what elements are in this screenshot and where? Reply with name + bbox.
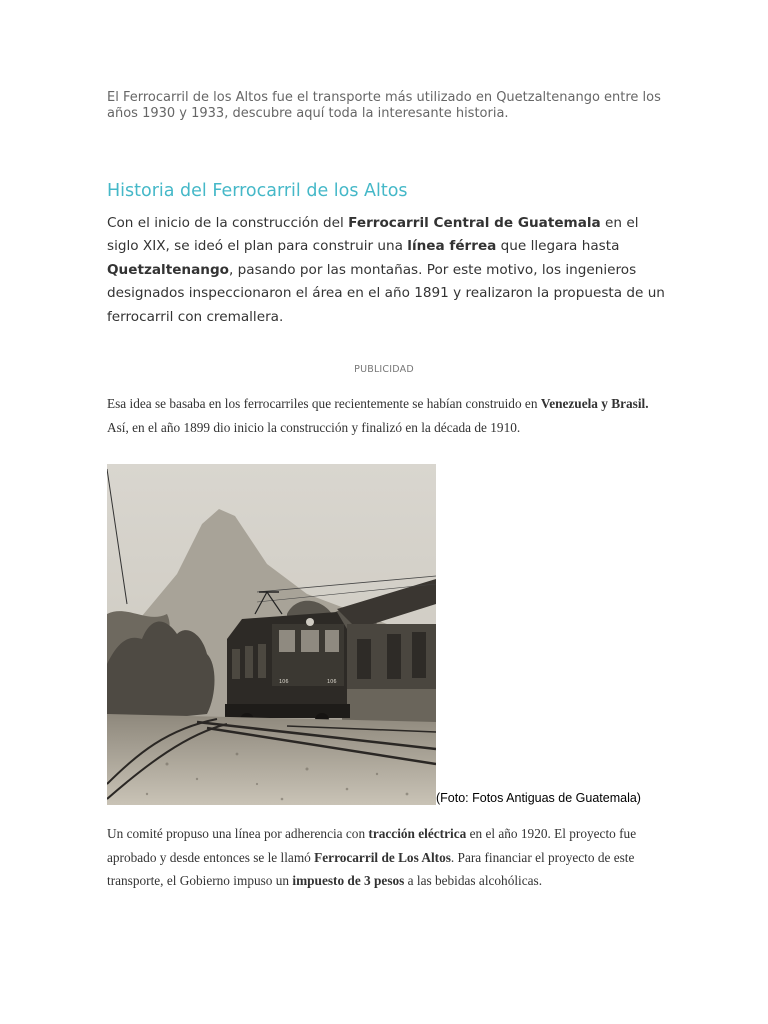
- p2-bold-1: tracción eléctrica: [368, 826, 467, 841]
- p1-text-2: Así, en el año 1899 dio inicio la construcción y finalizó en la década de 1910.: [107, 419, 521, 435]
- advertising-label: PUBLICIDAD: [354, 364, 414, 375]
- p2-bold-2: Ferrocarril de Los Altos: [314, 849, 451, 865]
- lead-text-2: en el siglo XIX, se ideó el plan para construir una: [107, 215, 639, 255]
- lead-bold-1: Ferrocarril Central de Guatemala: [348, 215, 601, 231]
- historic-train-photo: [107, 464, 436, 805]
- car-number-left: 106: [279, 679, 289, 685]
- p2-text-3: . Para financiar el proyecto de este transporte, el Gobierno impuso un: [107, 849, 635, 888]
- electric-train-car: [225, 612, 350, 727]
- lead-bold-3: Quetzaltenango: [107, 261, 230, 278]
- car-number-right: 106: [327, 679, 337, 685]
- paragraph-traccion-electrica: [107, 822, 667, 893]
- p1-bold-1: Venezuela y Brasil.: [540, 396, 649, 411]
- p2-text-1: Un comité propuso una línea por adherencia con: [107, 826, 369, 841]
- article-intro: El Ferrocarril de los Altos fue el transporte más utilizado en Quetzaltenango entre los años 1930 y 1933, descubre aquí toda la interesante historia.: [107, 90, 661, 121]
- lead-text-3: que llegara hasta: [496, 238, 620, 255]
- lead-paragraph: [107, 212, 667, 329]
- paragraph-venezuela-brasil: [107, 392, 667, 439]
- p2-text-4: a las bebidas alcohólicas.: [404, 873, 543, 888]
- photo-caption: (Foto: Fotos Antiguas de Guatemala): [436, 791, 641, 805]
- lead-bold-2: línea férrea: [407, 238, 497, 255]
- section-heading: Historia del Ferrocarril de los Altos: [107, 181, 408, 201]
- p1-text-1: Esa idea se basaba en los ferrocarriles que recientemente se habían construido en: [107, 396, 541, 411]
- p2-text-2: en el año 1920. El proyecto fue aprobado y desde entonces se le llamó: [107, 826, 637, 865]
- p2-bold-3: impuesto de 3 pesos: [292, 873, 405, 888]
- lead-text-1: Con el inicio de la construcción del: [107, 215, 349, 231]
- lead-text-4: , pasando por las montañas. Por este motivo, los ingenieros designados inspeccionaron el área en el año 1891 y realizaron la propuesta de un ferrocarril con cremallera.: [107, 261, 665, 325]
